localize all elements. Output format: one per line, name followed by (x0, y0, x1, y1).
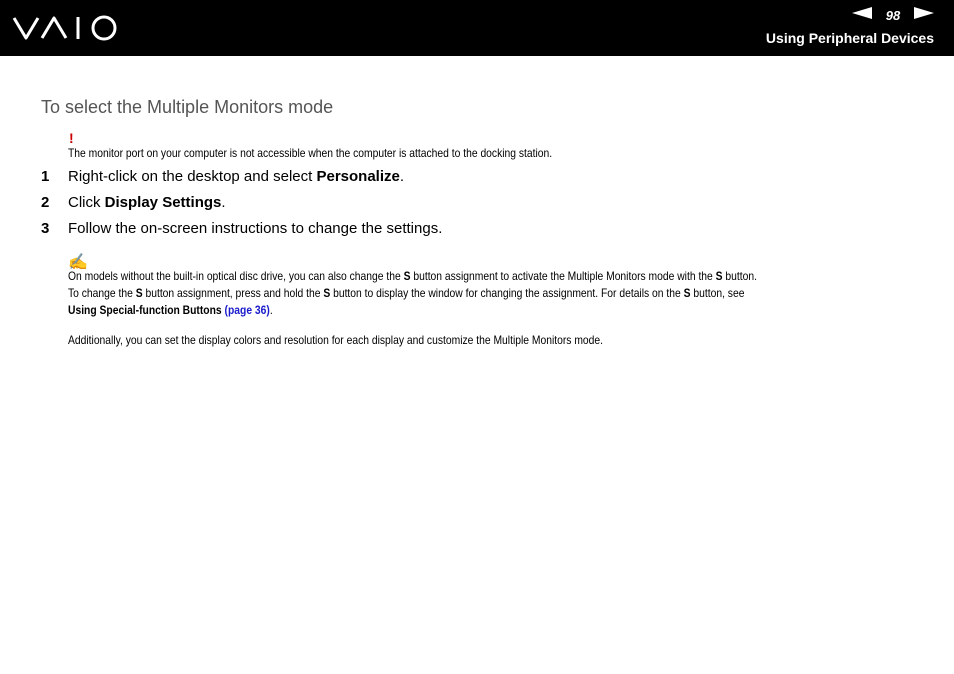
previous-page-icon[interactable] (852, 6, 872, 24)
section-title: Using Peripheral Devices (765, 30, 934, 46)
page-36-link[interactable]: (page 36) (224, 303, 270, 317)
step-number: 2 (41, 194, 50, 211)
note-paragraph (68, 268, 757, 319)
page-navigation (852, 6, 934, 24)
warning-icon: ! (69, 130, 74, 146)
note-line-2: To change the S button assignment, press and hold the S button to display the window for changing the assignment. For details on the S button, see (68, 286, 745, 300)
step-text: Click Display Settings. (68, 194, 226, 211)
vaio-logo (12, 14, 120, 47)
step-text: Follow the on-screen instructions to change the settings. (68, 220, 443, 237)
warning-text: The monitor port on your computer is not accessible when the computer is attached to the docking station. (68, 146, 553, 160)
page-number: 98 (885, 7, 901, 23)
note-line-1: On models without the built-in optical disc drive, you can also change the S button assignment to activate the Multiple Monitors mode with the S button. (68, 269, 757, 283)
next-page-icon[interactable] (914, 6, 934, 24)
note-line-3: Using Special-function Buttons (page 36). (68, 303, 273, 317)
step-number: 3 (41, 220, 50, 237)
special-buttons-reference: Using Special-function Buttons (68, 303, 222, 317)
page-header (0, 0, 954, 56)
step-number: 1 (41, 168, 50, 185)
additional-paragraph: Additionally, you can set the display colors and resolution for each display and customize the Multiple Monitors mode. (68, 333, 604, 347)
note-pen-icon: ✍ (68, 254, 88, 271)
step-text: Right-click on the desktop and select Personalize. (68, 168, 405, 185)
page-heading: To select the Multiple Monitors mode (41, 97, 334, 117)
